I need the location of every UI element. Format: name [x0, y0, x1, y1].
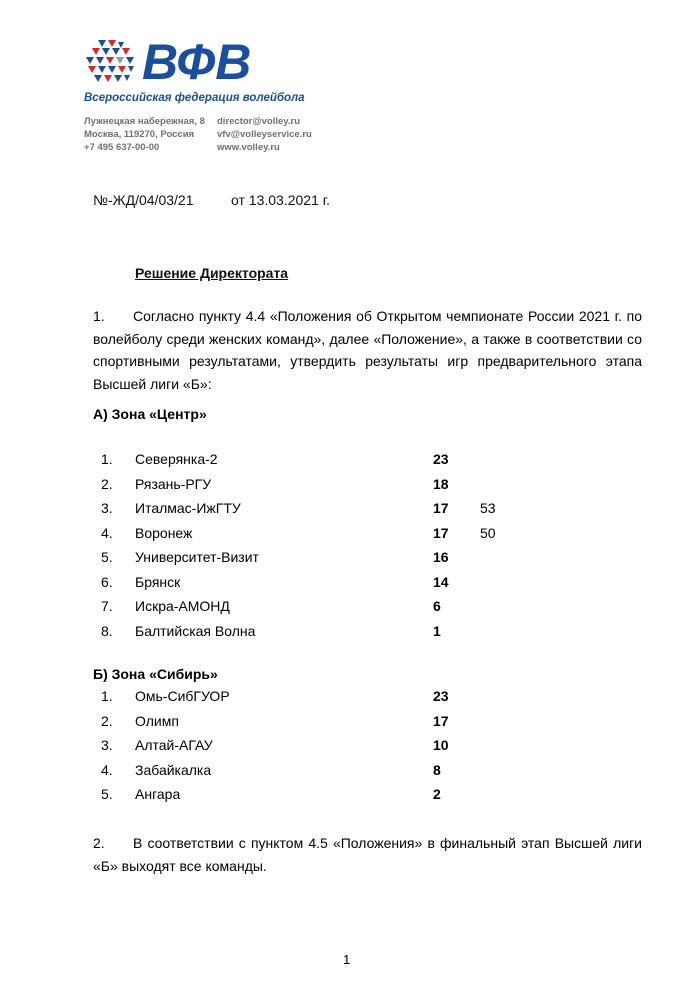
team-points: 1	[433, 622, 441, 639]
paragraph-text: В соответствии с пунктом 4.5 «Положения» в финальный этап Высшей лиги «Б» выходят все команды.	[93, 835, 642, 874]
rank-number: 3.	[101, 500, 113, 516]
team-points: 8	[433, 761, 441, 778]
team-name: Забайкалка	[135, 761, 212, 778]
rank-number: 4.	[101, 524, 113, 541]
decision-title: Решение Директората	[135, 265, 289, 281]
team-name: Ангара	[135, 786, 181, 802]
team-points: 23	[433, 688, 449, 704]
email-link[interactable]: director@volley.ru	[217, 116, 300, 127]
team-points: 17	[433, 712, 449, 729]
paragraph-1	[93, 305, 642, 395]
rank-number: 1.	[101, 451, 113, 467]
contact-block	[217, 115, 312, 154]
paragraph-number: 1.	[93, 308, 105, 324]
team-points: 17	[433, 524, 449, 541]
paragraph-text: Согласно пункту 4.4 «Положения об Открытом чемпионате России 2021 г. по волейболу среди женских команд», далее «Положение», а также в соответствии со спортивными результатами, утвердить результаты игр предварительного этапа Высшей лиги «Б»:	[93, 308, 642, 392]
rank-number: 6.	[101, 573, 113, 590]
team-tiebreak: 50	[480, 524, 496, 541]
team-points: 14	[433, 573, 449, 590]
team-name: Искра-АМОНД	[135, 598, 230, 614]
team-name: Северянка-2	[135, 451, 218, 467]
team-points: 6	[433, 598, 441, 614]
zone-center-title: А) Зона «Центр»	[93, 406, 207, 422]
team-name: Италмас-ИжГТУ	[135, 500, 241, 516]
team-points: 10	[433, 737, 449, 753]
rank-number: 3.	[101, 737, 113, 753]
address-line: Лужнецкая набережная, 8	[84, 116, 205, 127]
team-name: Университет-Визит	[135, 549, 259, 565]
team-name: Рязань-РГУ	[135, 475, 212, 492]
rank-number: 5.	[101, 786, 113, 802]
org-name: Всероссийская федерация волейбола	[84, 92, 305, 104]
team-tiebreak: 53	[480, 500, 496, 516]
team-name: Олимп	[135, 712, 179, 729]
address-line: Москва, 119270, Россия	[84, 129, 195, 140]
document-date: от 13.03.2021 г.	[231, 192, 331, 208]
team-name: Алтай-АГАУ	[135, 737, 213, 753]
team-name: Омь-СибГУОР	[135, 688, 230, 704]
rank-number: 8.	[101, 622, 113, 639]
team-name: Воронеж	[135, 524, 193, 541]
team-name: Брянск	[135, 573, 181, 590]
address-block	[84, 115, 205, 154]
rank-number: 4.	[101, 761, 113, 778]
vfv-logo-letters: ВФВ	[142, 34, 252, 90]
vfv-logo-icon	[84, 38, 136, 88]
email-link[interactable]: vfv@volleyservice.ru	[217, 129, 312, 140]
phone-line: +7 495 637-00-00	[84, 142, 160, 153]
team-points: 18	[433, 475, 449, 492]
team-points: 2	[433, 786, 441, 802]
zone-siberia-title: Б) Зона «Сибирь»	[93, 666, 218, 682]
rank-number: 1.	[101, 688, 113, 704]
rank-number: 2.	[101, 475, 113, 492]
paragraph-number: 2.	[93, 835, 105, 851]
team-name: Балтийская Волна	[135, 622, 256, 639]
team-points: 17	[433, 500, 449, 516]
team-points: 23	[433, 451, 449, 467]
page-number: 1	[343, 952, 351, 967]
website-link[interactable]: www.volley.ru	[217, 142, 280, 153]
rank-number: 2.	[101, 712, 113, 729]
rank-number: 5.	[101, 549, 113, 565]
document-number: №-ЖД/04/03/21	[93, 192, 194, 208]
rank-number: 7.	[101, 598, 113, 614]
team-points: 16	[433, 549, 449, 565]
paragraph-2	[93, 832, 642, 877]
